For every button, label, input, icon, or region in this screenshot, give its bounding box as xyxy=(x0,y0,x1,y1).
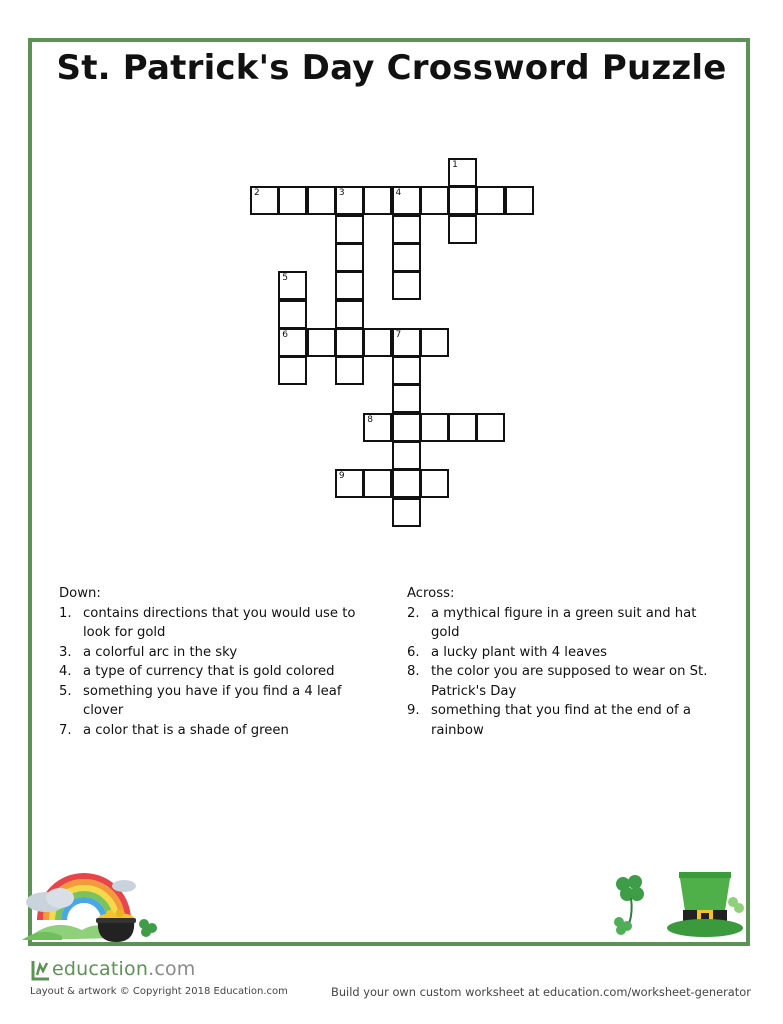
cell-number: 4 xyxy=(395,188,402,199)
crossword-cell[interactable] xyxy=(420,328,449,357)
clue-text: the color you are supposed to wear on St. Patrick's Day xyxy=(431,664,708,699)
cell-number: 8 xyxy=(367,414,373,425)
cell-number: 2 xyxy=(254,188,260,199)
page-title: St. Patrick's Day Crossword Puzzle xyxy=(56,48,727,88)
crossword-cell[interactable] xyxy=(448,158,477,187)
clue-number: 1. xyxy=(59,605,72,621)
down-clue-list xyxy=(59,604,379,741)
leprechaun-hat-clover-icon xyxy=(605,862,747,944)
crossword-cell[interactable] xyxy=(420,413,449,442)
crossword-cell[interactable] xyxy=(335,215,364,244)
crossword-cell[interactable] xyxy=(392,356,421,385)
cell-number: 7 xyxy=(395,329,402,340)
down-heading: Down: xyxy=(59,586,101,601)
clue-text: something that you find at the end of a rainbow xyxy=(431,703,691,738)
crossword-cell[interactable] xyxy=(420,469,449,498)
crossword-cell[interactable] xyxy=(392,271,421,300)
logo-text: education.com xyxy=(52,958,196,980)
crossword-cell[interactable] xyxy=(476,413,505,442)
down-clue xyxy=(59,643,379,663)
cell-number: 1 xyxy=(452,160,458,170)
crossword-cell[interactable] xyxy=(278,300,307,329)
crossword-cell[interactable] xyxy=(392,215,421,244)
crossword-cell[interactable] xyxy=(476,186,505,215)
crossword-cell[interactable] xyxy=(335,328,364,357)
crossword-cell[interactable] xyxy=(392,441,421,470)
down-clue xyxy=(59,721,379,741)
across-heading: Across: xyxy=(407,586,455,601)
crossword-cell[interactable] xyxy=(448,413,477,442)
crossword-cell[interactable] xyxy=(392,243,421,272)
crossword-cell[interactable] xyxy=(335,356,364,385)
crossword-cell[interactable] xyxy=(335,469,364,498)
down-clues xyxy=(59,584,379,740)
crossword-cell[interactable] xyxy=(392,328,421,357)
clue-number: 3. xyxy=(59,644,72,660)
crossword-cell[interactable] xyxy=(363,469,392,498)
crossword-cell[interactable] xyxy=(278,328,307,357)
crossword-cell[interactable] xyxy=(448,215,477,244)
crossword-cell[interactable] xyxy=(392,469,421,498)
cell-number: 6 xyxy=(282,329,289,340)
clue-number: 7. xyxy=(59,722,72,738)
clue-number: 6. xyxy=(407,644,420,660)
across-clue xyxy=(407,604,727,643)
crossword-cell[interactable] xyxy=(392,384,421,413)
across-clue xyxy=(407,643,727,663)
crossword-cell[interactable] xyxy=(250,186,279,215)
clue-text: a color that is a shade of green xyxy=(83,722,289,738)
crossword-cell[interactable] xyxy=(392,186,421,215)
clue-number: 9. xyxy=(407,703,420,718)
crossword-cell[interactable] xyxy=(392,413,421,442)
clue-number: 4. xyxy=(59,664,72,679)
clue-number: 5. xyxy=(59,683,72,699)
crossword-cell[interactable] xyxy=(335,271,364,300)
crossword-cell[interactable] xyxy=(335,300,364,329)
crossword-cell[interactable] xyxy=(392,498,421,527)
across-clues xyxy=(407,584,727,740)
copyright-text: Layout & artwork © Copyright 2018 Education.com xyxy=(30,986,288,997)
crossword-cell[interactable] xyxy=(335,186,364,215)
clue-text: a lucky plant with 4 leaves xyxy=(431,644,607,660)
crossword-cell[interactable] xyxy=(420,186,449,215)
worksheet-generator-link[interactable]: Build your own custom worksheet at education.com/worksheet-generator xyxy=(331,985,751,999)
cell-number: 3 xyxy=(338,188,345,199)
down-clue xyxy=(59,662,379,682)
crossword-cell[interactable] xyxy=(307,328,336,357)
crossword-cell[interactable] xyxy=(363,413,392,442)
crossword-cell[interactable] xyxy=(363,186,392,215)
crossword-cell[interactable] xyxy=(278,356,307,385)
clue-text: contains directions that you would use to look for gold xyxy=(83,605,356,640)
down-clue xyxy=(59,682,379,721)
crossword-cell[interactable] xyxy=(363,328,392,357)
cell-number: 9 xyxy=(338,471,345,482)
down-clue xyxy=(59,604,379,643)
education-logo-icon xyxy=(30,957,52,981)
clue-text: a type of currency that is gold colored xyxy=(83,664,335,679)
clue-number: 2. xyxy=(407,605,420,621)
clue-text: something you have if you find a 4 leaf clover xyxy=(83,683,342,718)
crossword-cell[interactable] xyxy=(448,186,477,215)
crossword-cell[interactable] xyxy=(307,186,336,215)
clue-number: 8. xyxy=(407,664,420,679)
across-clue xyxy=(407,662,727,701)
cell-number: 5 xyxy=(282,273,289,284)
crossword-cell[interactable] xyxy=(278,271,307,300)
crossword-cell[interactable] xyxy=(505,186,534,215)
across-clue-list xyxy=(407,604,727,741)
clue-text: a colorful arc in the sky xyxy=(83,644,238,660)
rainbow-pot-of-gold-icon xyxy=(22,858,162,942)
crossword-cell[interactable] xyxy=(278,186,307,215)
across-clue xyxy=(407,701,727,740)
crossword-cell[interactable] xyxy=(335,243,364,272)
clue-text: a mythical figure in a green suit and hat gold xyxy=(431,605,697,640)
education-logo[interactable] xyxy=(30,956,196,982)
